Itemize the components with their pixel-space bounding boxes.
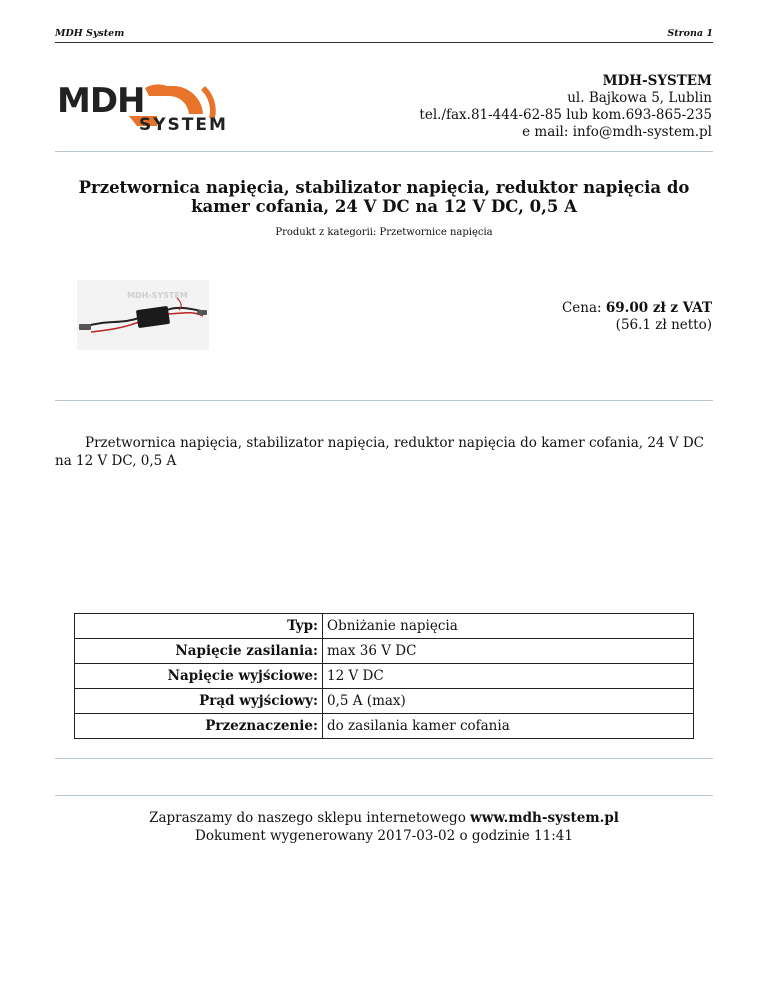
price-label: Cena: (561, 300, 602, 316)
footer-invite: Zapraszamy do naszego sklepu internetowego (149, 810, 466, 826)
price-gross: 69.00 zł z VAT (605, 300, 712, 316)
page-number: Strona 1 (667, 28, 713, 39)
spec-row (75, 639, 694, 664)
price-block (412, 300, 712, 334)
product-image (77, 280, 209, 350)
spec-value: do zasilania kamer cofania (323, 714, 694, 739)
spec-value: max 36 V DC (323, 639, 694, 664)
company-address: ul. Bajkowa 5, Lublin (567, 90, 712, 106)
svg-text:SYSTEM: SYSTEM (139, 115, 228, 134)
spec-key: Przeznaczenie: (75, 714, 323, 739)
divider (55, 151, 713, 152)
category-value: Przetwornice napięcia (379, 227, 493, 238)
spec-row (75, 689, 694, 714)
footer (55, 809, 713, 845)
company-phone: tel./fax.81-444-62-85 lub kom.693-865-235 (419, 107, 712, 123)
divider (55, 400, 713, 401)
divider (55, 758, 713, 759)
spec-key: Napięcie wyjściowe: (75, 664, 323, 689)
category-label: Produkt z kategorii: (275, 227, 377, 238)
spec-row (75, 714, 694, 739)
spec-key: Napięcie zasilania: (75, 639, 323, 664)
svg-text:MDH-SYSTEM: MDH-SYSTEM (127, 291, 188, 300)
spec-row (75, 664, 694, 689)
product-description: Przetwornica napięcia, stabilizator napięcia, reduktor napięcia do kamer cofania, 24 V DC na 12 V DC, 0,5 A (55, 435, 705, 469)
page-header (55, 28, 713, 43)
divider (55, 795, 713, 796)
spec-table (74, 613, 694, 739)
company-email: e mail: info@mdh-system.pl (522, 124, 712, 140)
product-title: Przetwornica napięcia, stabilizator napięcia, reduktor napięcia do kamer cofania, 24 V DC na 12 V DC, 0,5 A (78, 178, 690, 216)
spec-value: 0,5 A (max) (323, 689, 694, 714)
product-category (55, 227, 713, 238)
company-name: MDH-SYSTEM (602, 73, 712, 89)
spec-key: Prąd wyjściowy: (75, 689, 323, 714)
shop-link[interactable]: www.mdh-system.pl (470, 810, 619, 826)
spec-row (75, 614, 694, 639)
spec-value: 12 V DC (323, 664, 694, 689)
header-brand: MDH System (55, 28, 125, 39)
mdh-system-logo (57, 82, 267, 134)
generated-date: Dokument wygenerowany 2017-03-02 o godzinie 11:41 (195, 828, 573, 844)
company-info (352, 73, 712, 141)
spec-key: Typ: (75, 614, 323, 639)
spec-value: Obniżanie napięcia (323, 614, 694, 639)
price-net: (56.1 zł netto) (615, 317, 712, 333)
svg-text:MDH: MDH (57, 82, 145, 121)
